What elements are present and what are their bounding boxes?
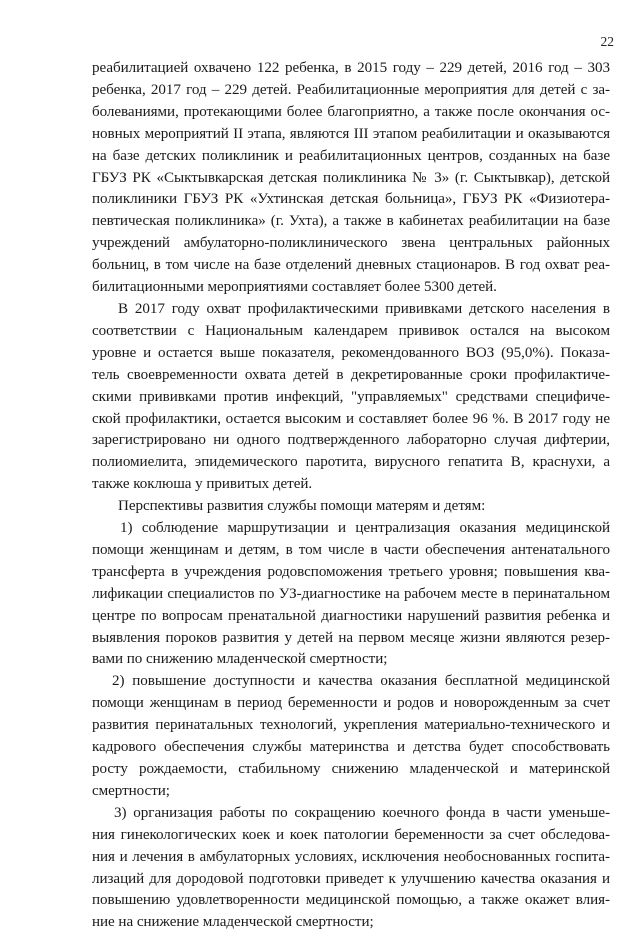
text-line: уровне и остается выше показателя, рекомендованного ВОЗ (95,0%). Показа- [92, 344, 610, 361]
text-line: ния и лечения в амбулаторных условиях, исключения необоснованных госпита- [92, 848, 610, 865]
text-line: ния гинекологических коек и коек патологии беременности за счет обследова- [92, 826, 610, 843]
text-line: поликлиники ГБУЗ РК «Ухтинская детская больница», ГБУЗ РК «Физиотера- [92, 191, 610, 208]
text-line: зарегистрировано ни одного подтвержденного лабораторно случая дифтерии, [92, 432, 610, 449]
text-line: певтическая поликлиника» (г. Ухта), а также в кабинетах реабилитации на базе [92, 213, 610, 230]
text-line: трансферта в учреждения родовспоможения третьего уровня; повышения ква- [92, 563, 610, 580]
text-line: билитационными мероприятиями составляет более 5300 детей. [92, 279, 497, 296]
text-line: ребенка, 2017 год – 229 детей. Реабилитационные мероприятия для детей с за- [92, 81, 610, 98]
text-line: Перспективы развития службы помощи матерям и детям: [118, 498, 486, 515]
text-line: соответствии с Национальным календарем прививок остался на высоком [92, 322, 610, 339]
text-line: вами по снижению младенческой смертности; [92, 651, 388, 668]
text-line: также коклюша у привитых детей. [92, 476, 313, 493]
text-line: новных мероприятий II этапа, являются III этапом реабилитации и оказываются [92, 125, 610, 142]
text-line: лификации специалистов по УЗ-диагностике на рабочем месте в перинатальном [92, 585, 610, 602]
text-line: выявления пороков развития у детей на первом месяце жизни являются резер- [92, 629, 610, 646]
text-line: помощи женщинам и детям, в том числе в части обеспечения антенатального [92, 541, 610, 558]
text-line: больниц, в том числе на базе отделений дневных стационаров. В год охват реа- [92, 257, 610, 274]
text-line: на базе детских поликлиник и реабилитационных центров, созданных на базе [92, 147, 610, 164]
text-line: скими прививками против инфекций, "управляемых" средствами специфиче- [92, 388, 610, 405]
text-line: повышению удовлетворенности медицинской помощью, а также окажет влия- [92, 892, 610, 909]
page-number: 22 [600, 34, 614, 49]
text-line: центре по вопросам пренатальной диагностики нарушений развития ребенка и [92, 607, 610, 624]
text-line: помощи женщинам в период беременности и родов и новорожденным за счет [92, 695, 610, 712]
text-line: кадрового обеспечения службы материнства и детства будет способствовать [92, 739, 610, 756]
text-line: реабилитацией охвачено 122 ребенка, в 2015 году – 229 детей, 2016 год – 303 [92, 60, 610, 76]
text-line: лизаций для дородовой подготовки приведет к улучшению качества оказания и [92, 870, 610, 887]
text-line: 3) организация работы по сокращению коечного фонда в части уменьше- [114, 804, 610, 821]
text-line: 1) соблюдение маршрутизации и централизация оказания медицинской [120, 520, 610, 537]
text-line: 2) повышение доступности и качества оказания бесплатной медицинской [112, 673, 610, 690]
text-line: ние на снижение младенческой смертности; [92, 914, 374, 931]
text-line: ской профилактики, остается высоким и составляет более 96 %. В 2017 году не [92, 410, 610, 427]
document-body [92, 58, 610, 934]
text-line: тель своевременности охвата детей в декретированные сроки профилактиче- [92, 366, 610, 383]
text-line: В 2017 году охват профилактическими прививками детского населения в [118, 300, 610, 317]
text-line: болеваниями, протекающими более благоприятно, а также после окончания ос- [92, 103, 610, 120]
text-line: ГБУЗ РК «Сыктывкарская детская поликлиника № 3» (г. Сыктывкар), детской [92, 169, 610, 186]
text-line: росту рождаемости, стабильному снижению младенческой и материнской [92, 761, 610, 777]
text-line: полиомиелита, эпидемического паротита, вирусного гепатита В, краснухи, а [92, 454, 610, 471]
text-line: смертности; [92, 782, 170, 799]
text-line: учреждений амбулаторно-поликлинического звена центральных районных [92, 235, 610, 252]
text-line: развития перинатальных технологий, укрепления материально-технического и [92, 717, 610, 734]
